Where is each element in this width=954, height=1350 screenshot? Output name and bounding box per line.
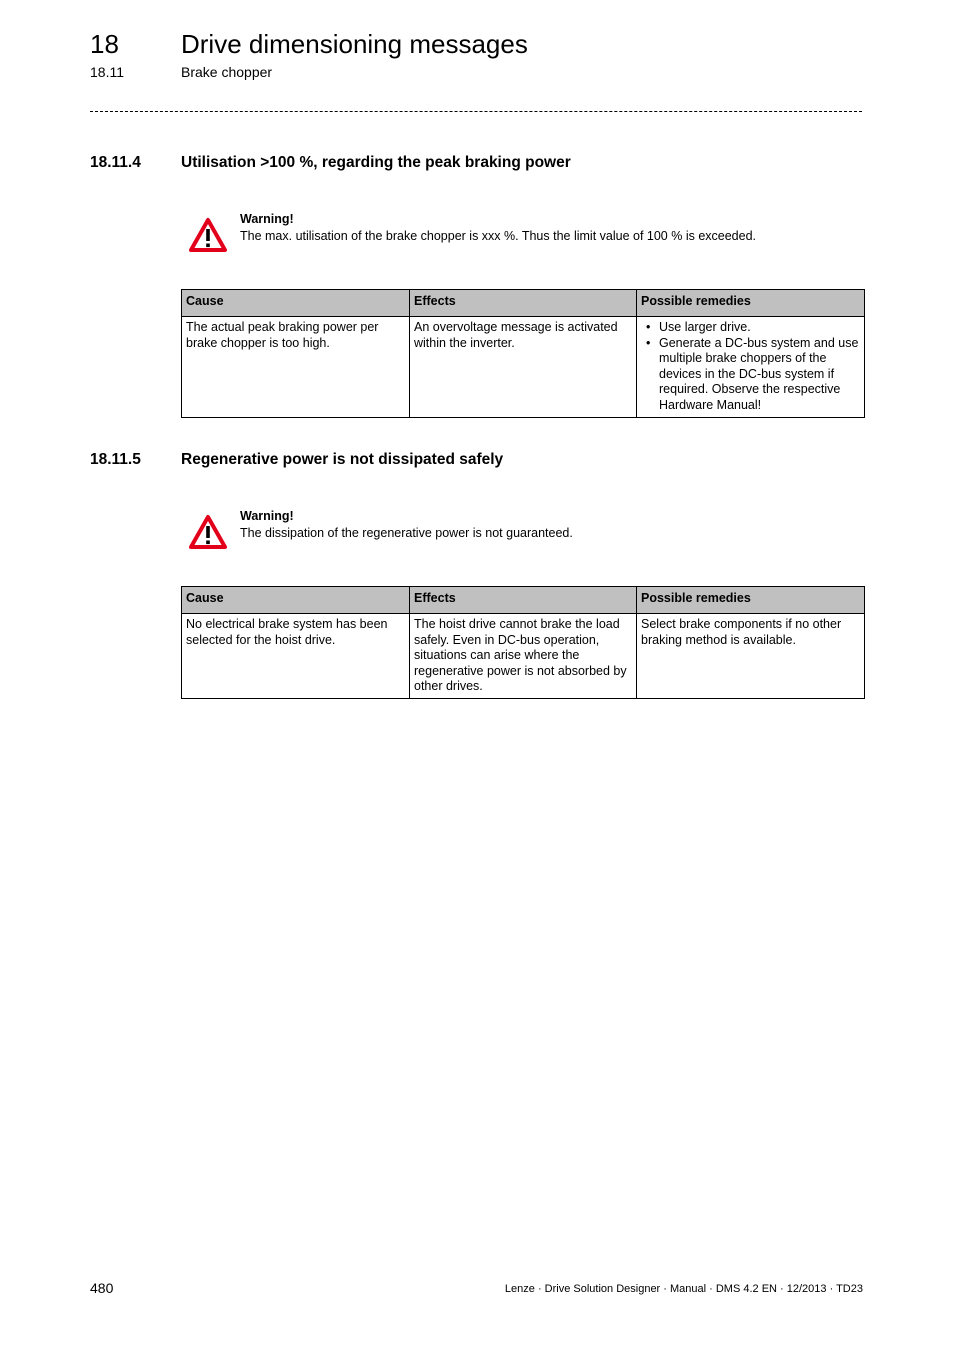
- warning-triangle-icon: [188, 217, 228, 253]
- column-header-remedies: Possible remedies: [637, 290, 865, 317]
- remedies-cell: [637, 317, 865, 418]
- effects-cell: The hoist drive cannot brake the load safely. Even in DC-bus operation, situations can arise where the regenerative power is not absorbed by other drives.: [410, 614, 637, 699]
- subsection-number: 18.11.4: [90, 154, 141, 171]
- column-header-effects: Effects: [410, 587, 637, 614]
- remedies-list: [641, 320, 860, 413]
- warning-heading: Warning!: [240, 212, 294, 226]
- section-title: Brake chopper: [181, 64, 273, 80]
- remedies-cell: Select brake components if no other braking method is available.: [637, 614, 865, 699]
- cause-cell: No electrical brake system has been selected for the hoist drive.: [182, 614, 410, 699]
- header-divider: [90, 111, 862, 112]
- list-item: • Generate a DC-bus system and use multiple brake choppers of the devices in the DC-bus system if required. Observe the respective Hardware Manual!: [659, 336, 860, 414]
- chapter-title: Drive dimensioning messages: [181, 29, 528, 59]
- effects-cell: An overvoltage message is activated within the inverter.: [410, 317, 637, 418]
- warning-text: The dissipation of the regenerative power is not guaranteed.: [240, 526, 573, 540]
- table-row: [182, 317, 865, 418]
- message-table: [181, 586, 865, 699]
- message-table: [181, 289, 865, 418]
- subsection-title: Regenerative power is not dissipated safely: [181, 451, 504, 468]
- subsection-title: Utilisation >100 %, regarding the peak braking power: [181, 154, 571, 171]
- warning-heading: Warning!: [240, 509, 294, 523]
- warning-triangle-icon: [188, 514, 228, 550]
- column-header-remedies: Possible remedies: [637, 587, 865, 614]
- cause-cell: The actual peak braking power per brake chopper is too high.: [182, 317, 410, 418]
- section-number: 18.11: [90, 64, 124, 80]
- footer-text: Lenze · Drive Solution Designer · Manual · DMS 4.2 EN · 12/2013 · TD23: [504, 1283, 863, 1295]
- column-header-cause: Cause: [182, 290, 410, 317]
- list-item: • Use larger drive.: [659, 320, 860, 336]
- subsection-number: 18.11.5: [90, 451, 141, 468]
- table-row: [182, 614, 865, 699]
- chapter-number: 18: [90, 29, 119, 59]
- column-header-cause: Cause: [182, 587, 410, 614]
- warning-text: The max. utilisation of the brake chopper is xxx %. Thus the limit value of 100 % is exceeded.: [240, 229, 757, 243]
- column-header-effects: Effects: [410, 290, 637, 317]
- page-number: 480: [90, 1280, 114, 1296]
